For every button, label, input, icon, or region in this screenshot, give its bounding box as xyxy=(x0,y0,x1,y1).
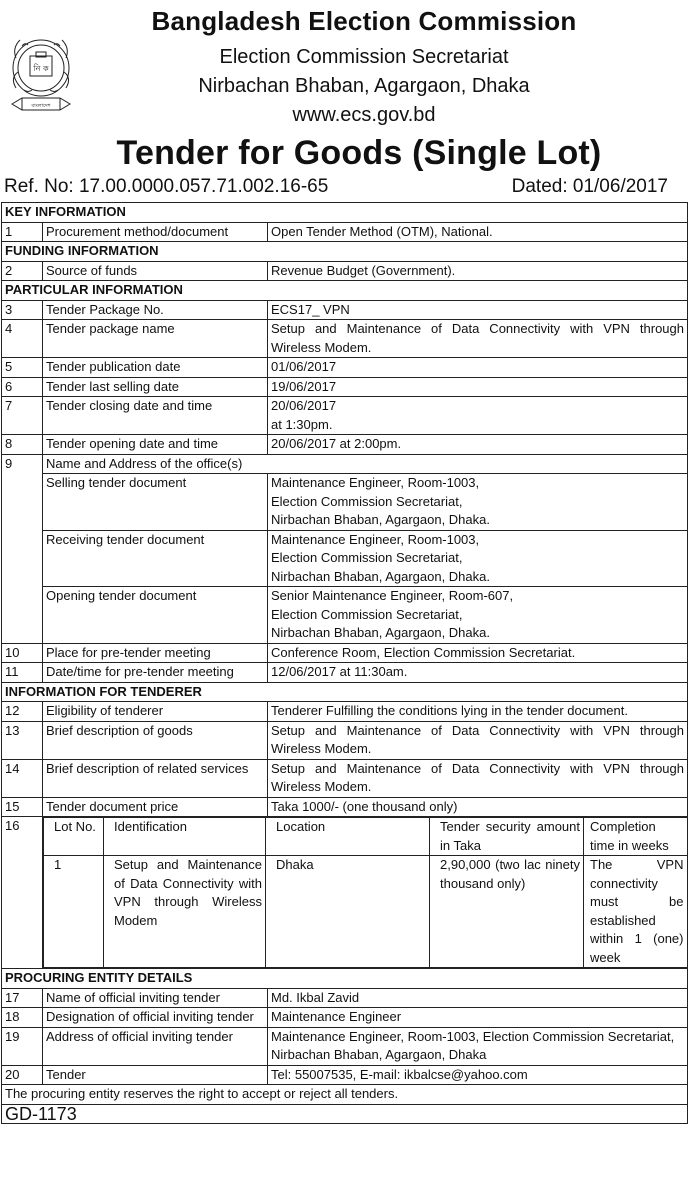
section-key-information: KEY INFORMATION xyxy=(2,203,688,223)
table-row xyxy=(2,222,688,242)
notice-code: GD-1173 xyxy=(2,1104,688,1124)
row-number: 19 xyxy=(2,1027,43,1065)
lot-location: Dhaka xyxy=(266,856,430,968)
lot-header-identification: Identification xyxy=(104,818,266,856)
row-label: Brief description of goods xyxy=(43,721,268,759)
section-row xyxy=(2,203,688,223)
row-number: 9 xyxy=(2,454,43,474)
address-line: Nirbachan Bhaban, Agargaon, Dhaka xyxy=(271,1047,487,1062)
closing-date: 20/06/2017 xyxy=(271,398,337,413)
lot-header-completion: Completion time in weeks xyxy=(584,818,688,856)
row-label: Tender Package No. xyxy=(43,300,268,320)
row-label: Eligibility of tenderer xyxy=(43,702,268,722)
row-number: 17 xyxy=(2,988,43,1008)
section-information-for-tenderer: INFORMATION FOR TENDERER xyxy=(2,682,688,702)
closing-time: at 1:30pm. xyxy=(271,416,333,432)
section-row xyxy=(2,969,688,989)
table-row xyxy=(2,261,688,281)
row-number: 18 xyxy=(2,1008,43,1028)
row-label: Opening tender document xyxy=(43,587,268,644)
lot-header-location: Location xyxy=(266,818,430,856)
table-row xyxy=(2,474,688,531)
lot-table xyxy=(43,817,688,968)
row-value: Setup and Maintenance of Data Connectivity with VPN through Wireless Modem. xyxy=(268,759,688,797)
row-number: 12 xyxy=(2,702,43,722)
footer-code-row xyxy=(2,1104,688,1124)
table-row xyxy=(2,797,688,817)
table-row xyxy=(2,377,688,397)
tender-details-table xyxy=(1,202,688,1124)
row-value: Md. Ikbal Zavid xyxy=(268,988,688,1008)
row-value: 19/06/2017 xyxy=(268,377,688,397)
row-label: Tender opening date and time xyxy=(43,435,268,455)
notice-header xyxy=(0,0,698,172)
row-value: Open Tender Method (OTM), National. xyxy=(268,222,688,242)
row-value: Setup and Maintenance of Data Connectivity with VPN through Wireless Modem. xyxy=(268,721,688,759)
row-number: 10 xyxy=(2,643,43,663)
table-row xyxy=(2,435,688,455)
row-label: Tender closing date and time xyxy=(43,397,268,435)
address-line: Election Commission Secretariat, xyxy=(271,493,463,509)
footer-note-row xyxy=(2,1085,688,1105)
row-label: Brief description of related services xyxy=(43,759,268,797)
lot-header-row xyxy=(44,818,688,856)
lot-header-lot: Lot No. xyxy=(44,818,104,856)
website-link[interactable]: www.ecs.gov.bd xyxy=(292,104,436,126)
row-label: Address of official inviting tender xyxy=(43,1027,268,1065)
section-row xyxy=(2,242,688,262)
table-row xyxy=(2,663,688,683)
row-number: 13 xyxy=(2,721,43,759)
footer-note: The procuring entity reserves the right to accept or reject all tenders. xyxy=(2,1085,688,1105)
table-row xyxy=(2,1008,688,1028)
lot-security-amount: 2,90,000 (two lac ninety thousand only) xyxy=(430,856,584,968)
address-line: Nirbachan Bhaban, Agargaon, Dhaka. xyxy=(271,512,490,527)
row-number: 11 xyxy=(2,663,43,683)
table-row xyxy=(2,702,688,722)
address-line: Maintenance Engineer, Room-1003, xyxy=(271,531,480,547)
row-number: 1 xyxy=(2,222,43,242)
row-number: 16 xyxy=(2,817,43,969)
row-label: Source of funds xyxy=(43,261,268,281)
row-value: Setup and Maintenance of Data Connectivity with VPN through Wireless Modem. xyxy=(268,320,688,358)
section-row xyxy=(2,682,688,702)
address-line: Senior Maintenance Engineer, Room-607, xyxy=(271,588,514,603)
table-row xyxy=(2,817,688,969)
section-procuring-entity-details: PROCURING ENTITY DETAILS xyxy=(2,969,688,989)
row-label: Tender last selling date xyxy=(43,377,268,397)
row-number: 5 xyxy=(2,358,43,378)
table-row xyxy=(2,397,688,435)
section-row xyxy=(2,281,688,301)
row-number: 3 xyxy=(2,300,43,320)
row-label: Procurement method/document xyxy=(43,222,268,242)
table-row xyxy=(2,320,688,358)
section-funding-information: FUNDING INFORMATION xyxy=(2,242,688,262)
table-row xyxy=(2,988,688,1008)
row-label: Date/time for pre-tender meeting xyxy=(43,663,268,683)
seal-ribbon-text: বাংলাদেশ xyxy=(31,103,51,109)
row-label: Selling tender document xyxy=(43,474,268,531)
row-label: Designation of official inviting tender xyxy=(43,1008,268,1028)
seal-text: নি ক xyxy=(33,64,49,73)
row-label: Name and Address of the office(s) xyxy=(43,454,688,474)
row-label: Place for pre-tender meeting xyxy=(43,643,268,663)
table-row xyxy=(2,643,688,663)
lot-identification: Setup and Maintenance of Data Connectivity with VPN through Wireless Modem xyxy=(104,856,266,968)
row-value xyxy=(268,530,688,587)
lot-completion-time: The VPN connectivity must be established within 1 (one) week xyxy=(584,856,688,968)
organization-name: Bangladesh Election Commission xyxy=(151,6,577,36)
table-row xyxy=(2,454,688,474)
table-row xyxy=(2,1027,688,1065)
row-value: Revenue Budget (Government). xyxy=(268,261,688,281)
lot-number: 1 xyxy=(44,856,104,968)
row-value xyxy=(268,587,688,644)
row-label: Receiving tender document xyxy=(43,530,268,587)
secretariat-name: Election Commission Secretariat xyxy=(219,46,509,68)
row-value: Conference Room, Election Commission Secretariat. xyxy=(268,643,688,663)
table-row xyxy=(2,721,688,759)
row-label: Name of official inviting tender xyxy=(43,988,268,1008)
notice-title: Tender for Goods (Single Lot) xyxy=(116,134,602,172)
office-address: Nirbachan Bhaban, Agargaon, Dhaka xyxy=(198,75,530,97)
row-value: 01/06/2017 xyxy=(268,358,688,378)
address-line: Nirbachan Bhaban, Agargaon, Dhaka. xyxy=(271,568,490,584)
row-value: ECS17_ VPN xyxy=(268,300,688,320)
row-number: 7 xyxy=(2,397,43,435)
row-number: 6 xyxy=(2,377,43,397)
row-number: 20 xyxy=(2,1065,43,1085)
row-label: Tender xyxy=(43,1065,268,1085)
row-label: Tender package name xyxy=(43,320,268,358)
address-line: Nirbachan Bhaban, Agargaon, Dhaka. xyxy=(271,625,490,640)
row-number: 15 xyxy=(2,797,43,817)
row-value: Taka 1000/- (one thousand only) xyxy=(268,797,688,817)
row-value: Maintenance Engineer xyxy=(268,1008,688,1028)
table-row xyxy=(2,300,688,320)
row-number: 2 xyxy=(2,261,43,281)
table-row xyxy=(2,759,688,797)
row-label: Tender publication date xyxy=(43,358,268,378)
row-number: 14 xyxy=(2,759,43,797)
row-number: 8 xyxy=(2,435,43,455)
row-number: 4 xyxy=(2,320,43,358)
reference-number: Ref. No: 17.00.0000.057.71.002.16-65 xyxy=(4,176,329,197)
section-particular-information: PARTICULAR INFORMATION xyxy=(2,281,688,301)
table-row xyxy=(2,1065,688,1085)
address-line: Maintenance Engineer, Room-1003, Election Commission Secretariat, xyxy=(271,1028,675,1044)
row-value: 12/06/2017 at 11:30am. xyxy=(268,663,688,683)
row-value: Tenderer Fulfilling the conditions lying in the tender document. xyxy=(268,702,688,722)
table-row xyxy=(2,587,688,644)
row-value: 20/06/2017 at 2:00pm. xyxy=(268,435,688,455)
table-row xyxy=(2,530,688,587)
lot-header-security: Tender security amount in Taka xyxy=(430,818,584,856)
row-label: Tender document price xyxy=(43,797,268,817)
row-value xyxy=(268,474,688,531)
notice-date: Dated: 01/06/2017 xyxy=(511,176,668,197)
table-row xyxy=(2,358,688,378)
row-value: Tel: 55007535, E-mail: ikbalcse@yahoo.com xyxy=(268,1065,688,1085)
lot-row xyxy=(44,856,688,968)
address-line: Election Commission Secretariat, xyxy=(271,606,463,622)
address-line: Maintenance Engineer, Room-1003, xyxy=(271,475,480,490)
reference-line xyxy=(4,176,668,198)
row-value xyxy=(268,1027,688,1065)
address-line: Election Commission Secretariat, xyxy=(271,550,463,565)
row-value xyxy=(268,397,688,435)
